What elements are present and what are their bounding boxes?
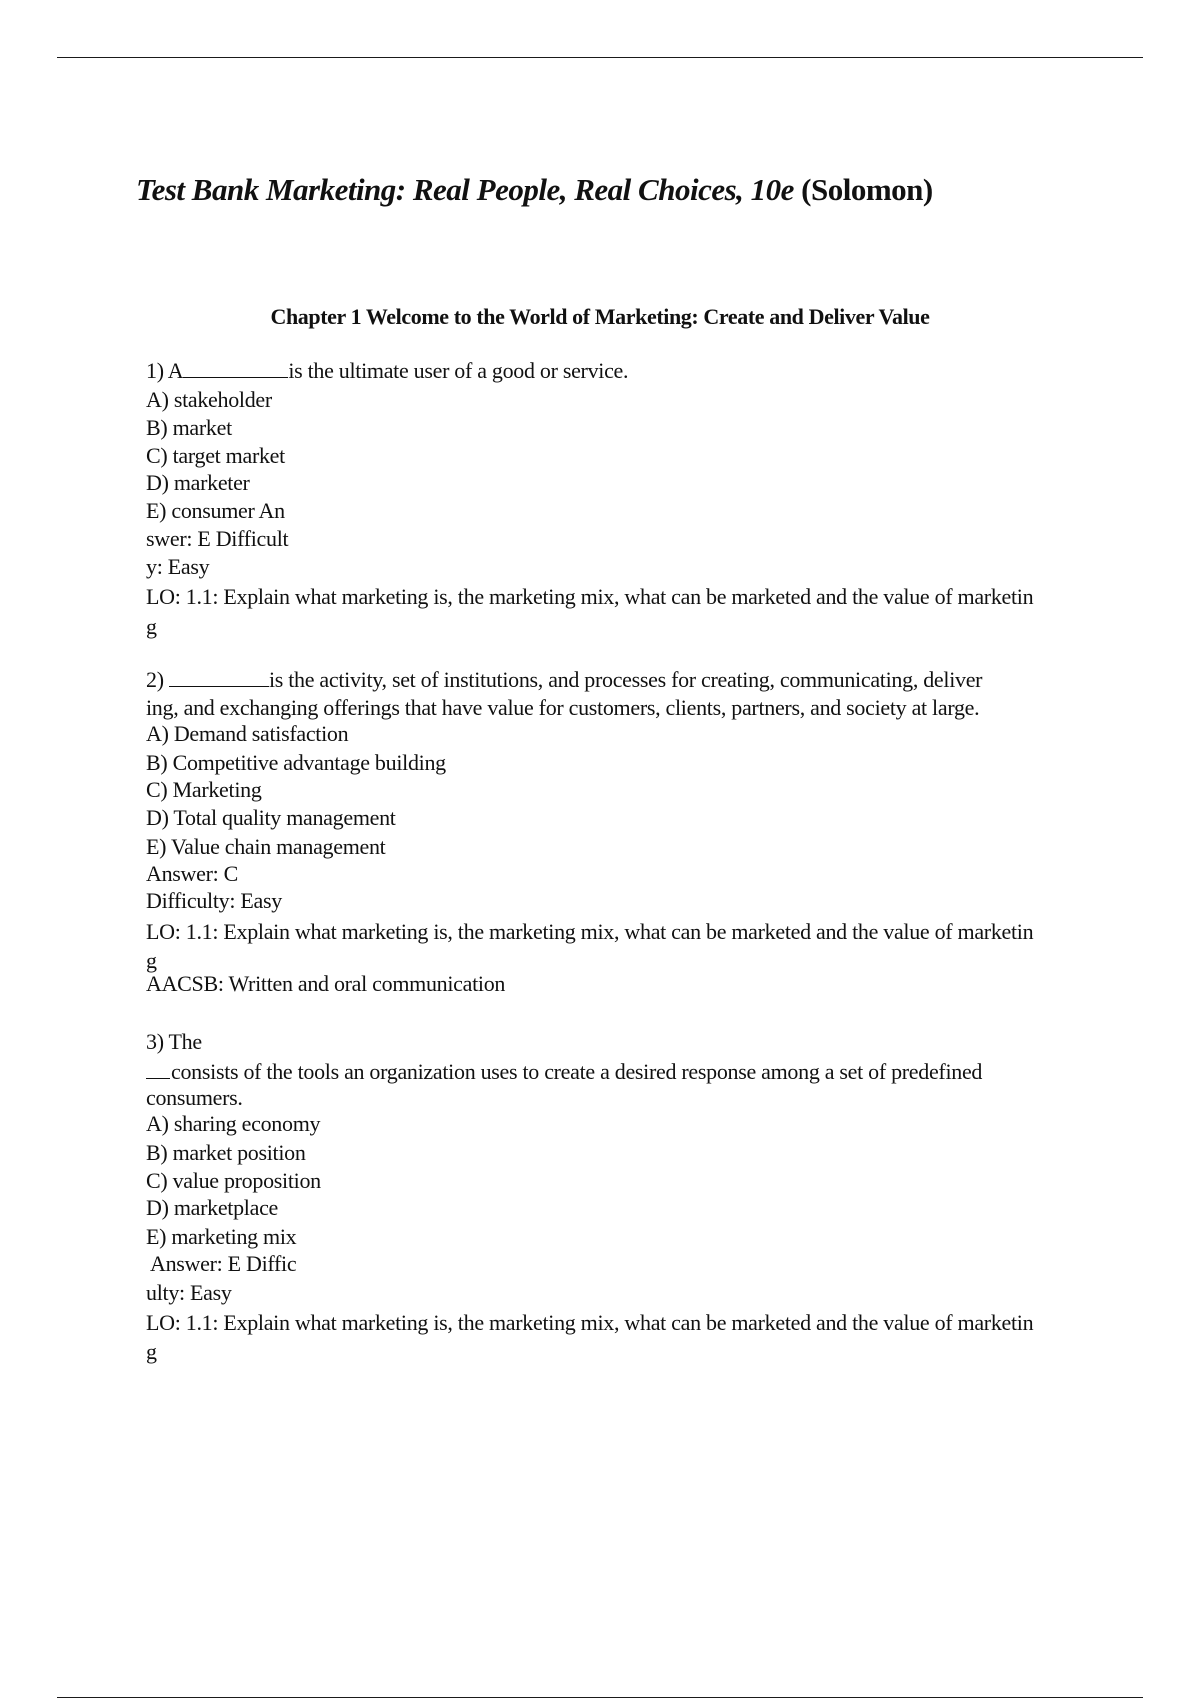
q2-stem-line2: ing, and exchanging offerings that have value for customers, clients, partners, and society at large.: [146, 695, 980, 720]
q3-lo-cont: g: [146, 1339, 157, 1364]
q1-difficulty: y: Easy: [146, 554, 210, 579]
q2-lo-cont: g: [146, 948, 157, 973]
q3-option-a: A) sharing economy: [146, 1111, 321, 1136]
q2-option-a: A) Demand satisfaction: [146, 721, 349, 746]
bottom-rule: [57, 1697, 1143, 1698]
q3-stem-line2: [146, 1058, 982, 1085]
q3-stem: 3) The: [146, 1029, 202, 1054]
q1-stem: [146, 357, 628, 384]
q3-difficulty: ulty: Easy: [146, 1280, 232, 1305]
q3-blank: [146, 1058, 170, 1079]
top-rule: [57, 57, 1143, 58]
q3-answer: Answer: E Diffic: [150, 1251, 297, 1276]
q2-option-d: D) Total quality management: [146, 805, 396, 830]
q3-option-d: D) marketplace: [146, 1195, 279, 1220]
q1-option-e: E) consumer An: [146, 498, 285, 523]
q2-option-b: B) Competitive advantage building: [146, 750, 446, 775]
title-text: Test Bank Marketing: Real People, Real Choices, 10e: [136, 172, 794, 207]
q1-option-d: D) marketer: [146, 470, 250, 495]
q3-lo: LO: 1.1: Explain what marketing is, the marketing mix, what can be marketed and the value of marketin: [146, 1310, 1034, 1335]
q3-stem-text: consists of the tools an organization uses to create a desired response among a set of predefined: [171, 1059, 983, 1084]
q1-option-c: C) target market: [146, 443, 285, 468]
q2-stem-post: is the activity, set of institutions, and processes for creating, communicating, deliver: [268, 667, 983, 692]
q3-option-b: B) market position: [146, 1140, 306, 1165]
q2-difficulty: Difficulty: Easy: [146, 888, 282, 913]
q2-lo: LO: 1.1: Explain what marketing is, the marketing mix, what can be marketed and the value of marketin: [146, 919, 1034, 944]
q2-option-e: E) Value chain management: [146, 834, 386, 859]
q2-stem: [146, 666, 982, 693]
q1-blank: [183, 357, 288, 378]
q2-stem-pre: 2): [146, 667, 164, 692]
q2-option-c: C) Marketing: [146, 777, 262, 802]
q3-stem-line3: consumers.: [146, 1085, 243, 1110]
q2-blank: [169, 666, 269, 687]
q2-aacsb: AACSB: Written and oral communication: [146, 971, 506, 996]
q1-answer: swer: E Difficult: [146, 526, 289, 551]
chapter-heading: Chapter 1 Welcome to the World of Marketing: Create and Deliver Value: [270, 304, 930, 329]
q3-option-e: E) marketing mix: [146, 1224, 297, 1249]
q2-answer: Answer: C: [146, 861, 239, 886]
q1-stem-post: is the ultimate user of a good or service.: [288, 358, 629, 383]
q1-option-a: A) stakeholder: [146, 387, 272, 412]
title-author: (Solomon): [801, 172, 933, 207]
q1-lo-cont: g: [146, 614, 157, 639]
q1-stem-pre: 1) A: [146, 358, 184, 383]
q3-option-c: C) value proposition: [146, 1168, 321, 1193]
document-title: [136, 172, 933, 208]
q1-lo: LO: 1.1: Explain what marketing is, the marketing mix, what can be marketed and the value of marketin: [146, 584, 1034, 609]
q1-option-b: B) market: [146, 415, 232, 440]
